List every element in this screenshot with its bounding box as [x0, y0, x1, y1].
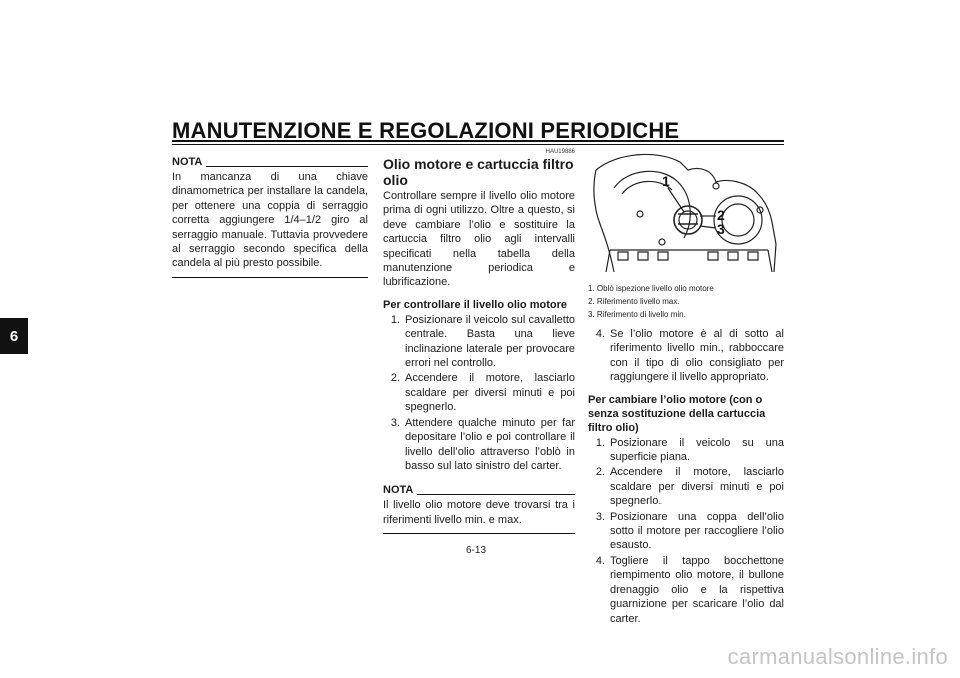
section-code: HAU19886 — [545, 149, 575, 155]
steps-list — [383, 313, 575, 473]
nota-text: In mancanza di una chiave dinamometrica per installare la candela, per ottenere una coppia di serraggio corretta aggiungere 1/4–1/2 giro al serraggio manuale. Tuttavia provvedere al serraggio secondo specifica della candela al più presto possibile. — [172, 171, 368, 270]
callout-label: 1 — [662, 173, 670, 189]
callout-label: 2 — [717, 207, 725, 223]
list-item: 4. Togliere il tappo bocchettone riempimento olio motore, il bullone drenaggio olio e la rispettiva guarnizione per scaricare l’olio dal carter. — [595, 554, 784, 625]
figure-callouts — [588, 282, 784, 321]
nota-label: NOTA — [383, 484, 414, 497]
list-item: 3. Attendere qualche minuto per far depositare l’olio e poi controllare il livello dell’olio attraverso l’oblò in basso sul lato sinistro del carter. — [390, 416, 575, 472]
column-right — [588, 148, 784, 627]
subsection-title: Per controllare il livello olio motore — [383, 298, 567, 311]
list-item: 3. Posizionare una coppa dell’olio sotto il motore per raccogliere l’olio esausto. — [595, 510, 784, 552]
column-middle — [383, 148, 575, 534]
nota-rule — [206, 166, 368, 167]
callout-item: 2. Riferimento livello max. — [588, 297, 680, 306]
watermark: carmanualsonline.info — [727, 644, 948, 669]
engine-illustration — [588, 148, 784, 276]
callout-item: 3. Riferimento di livello min. — [588, 310, 686, 319]
header-rule-thin — [172, 144, 784, 145]
section-intro: Controllare sempre il livello olio motore prima di ogni utilizzo. Oltre a questo, si deve cambiare l’olio e sostituire la cartuccia filtro olio agli intervalli specificati nella tabella della manutenzione periodica e lubrificazione. — [383, 190, 575, 289]
steps-list — [588, 327, 784, 385]
page-title: MANUTENZIONE E REGOLAZIONI PERIODICHE — [172, 118, 680, 143]
list-item: 4. Se l’olio motore è al di sotto al riferimento livello min., rabboccare con il tipo di olio consigliato per raggiungere il livello appropriato. — [595, 328, 784, 384]
nota-end-rule — [383, 533, 575, 534]
chapter-tab: 6 — [0, 318, 28, 354]
header-rule — [172, 140, 784, 142]
nota-rule — [417, 494, 575, 495]
nota-end-rule — [172, 277, 368, 278]
steps-list — [588, 436, 784, 626]
column-left — [172, 156, 368, 278]
section-title: Olio motore e cartuccia filtro olio — [383, 156, 574, 188]
callout-item: 1. Oblò ispezione livello olio motore — [588, 284, 714, 293]
list-item: 2. Accendere il motore, lasciarlo scaldare per diversi minuti e poi spegnerlo. — [595, 466, 784, 508]
subsection-title: Per cambiare l’olio motore (con o senza sostituzione della cartuccia filtro olio) — [588, 393, 766, 434]
nota-text: Il livello olio motore deve trovarsi tra i riferimenti livello min. e max. — [383, 499, 575, 526]
list-item: 2. Accendere il motore, lasciarlo scaldare per diversi minuti e poi spegnerlo. — [390, 372, 575, 414]
nota-header — [383, 484, 575, 496]
callout-label: 3 — [717, 221, 725, 237]
nota-header — [172, 156, 368, 168]
list-item: 1. Posizionare il veicolo su una superficie piana. — [595, 436, 784, 464]
page-number: 6-13 — [466, 545, 487, 556]
engine-oil-window-figure — [588, 148, 784, 276]
list-item: 1. Posizionare il veicolo sul cavalletto centrale. Basta una lieve inclinazione laterale per provocare errori nel controllo. — [390, 313, 575, 370]
nota-label: NOTA — [172, 156, 203, 168]
